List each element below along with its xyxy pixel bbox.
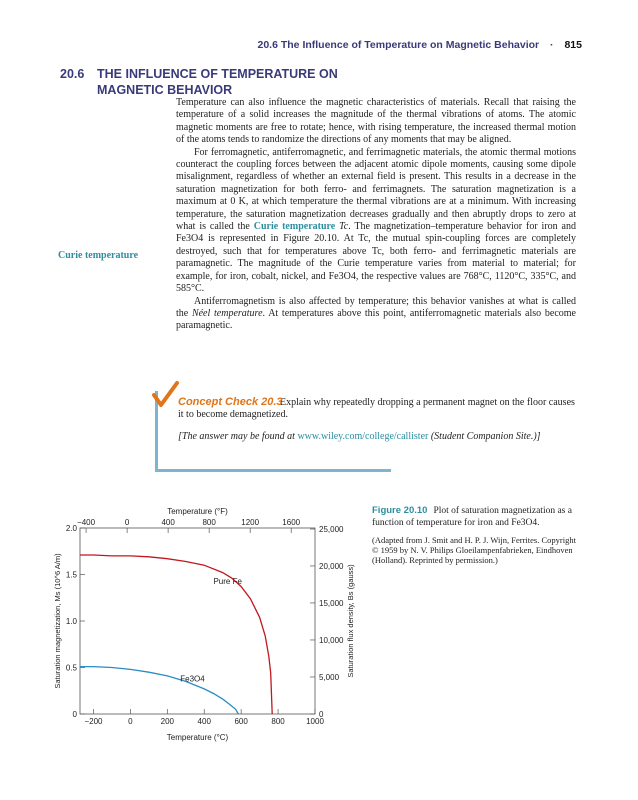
checkmark-icon [150, 381, 180, 409]
x-tick-label: 600 [234, 717, 248, 726]
curie-temperature-term: Curie temperature [253, 221, 336, 233]
section-heading [60, 66, 338, 98]
concept-check-box [150, 381, 580, 476]
section-number: 20.6 [60, 67, 85, 81]
x2-axis-title: Temperature (°F) [167, 507, 228, 516]
x-tick-label: 0 [128, 717, 133, 726]
y2-tick-label: 0 [319, 710, 324, 719]
answer-link[interactable]: www.wiley.com/college/callister [297, 431, 429, 442]
y-tick-label: 1.5 [65, 570, 77, 580]
y-tick-label: 1.0 [65, 617, 77, 626]
paragraph-2-part-a: For ferromagnetic, antiferromagnetic, and ferrimagnetic materials, the atomic thermal motions counteract the coupling forces between the adjacent atomic dipole moments, causing some dipole misalignment, regardless of whether an external field is present. This results in a decrease in the saturation magnetization for both ferro- and ferrimagnets. The saturation magnetization is a maximum at 0 K, at which temperature the thermal vibrations are at a minimum. With increasing temperature, the saturation magnetization decreases gradually and then abruptly drops to zero at what is called the [176, 146, 576, 233]
body-text [176, 97, 576, 333]
paragraph-2 [176, 147, 576, 296]
y2-tick-label: 10,000 [319, 635, 344, 645]
x2-tick-label: 1600 [282, 518, 301, 527]
paragraph-1: Temperature can also influence the magnetic characteristics of materials. Recall that raising the temperature of a solid increases the magnitude of the thermal vibrations of atoms. The atomic magnetic moments are free to rotate; hence, with rising temperature, the increased thermal motion of the atoms tends to randomize the directions of any moments that may be aligned. [176, 97, 576, 146]
concept-check-title: Concept Check 20.3 [178, 396, 283, 408]
paragraph-3-part-a: Antiferromagnetism is also affected by temperature; this behavior vanishes at what is called the [176, 295, 576, 319]
section-title-line1: THE INFLUENCE OF TEMPERATURE ON [97, 67, 338, 81]
y-axis-title: Saturation magnetization, Ms (10^6 A/m) [53, 553, 62, 689]
figure-credit: (Adapted from J. Smit and H. P. J. Wijn, Ferrites. Copyright © 1959 by N. V. Philips Gloeilampenfabrieken, Eindhoven (Holland). Reprinted by permission.) [372, 534, 576, 566]
answer-suffix: (Student Companion Site.)] [430, 431, 541, 442]
x2-tick-label: −400 [77, 518, 96, 527]
x-tick-label: −200 [84, 717, 103, 726]
paragraph-2-part-b: . The magnetization–temperature behavior for iron and Fe3O4 is represented in Figure 20.10. At Tc, the mutual spin-coupling forces are completely destroyed, such that for temperatures above Tc, both ferro- and ferrimagnetic materials are paramagnetic. The magnitude of the Curie temperature varies from material to material; for example, for iron, cobalt, nickel, and Fe3O4, the respective values are 768°C, 1120°C, 335°C, and 585°C. [176, 221, 576, 295]
y2-tick-label: 25,000 [319, 525, 344, 535]
y-tick-label: 0 [72, 710, 77, 719]
x2-tick-label: 1200 [241, 518, 260, 527]
x-axis-title: Temperature (°C) [166, 733, 229, 742]
paragraph-3 [176, 296, 576, 333]
y-tick-label: 2.0 [65, 524, 77, 533]
neel-temperature-term: Néel temperature [191, 307, 263, 319]
answer-prefix: [The answer may be found at [178, 431, 295, 442]
figure-label: Figure 20.10 [372, 505, 428, 516]
y2-tick-label: 5,000 [319, 672, 340, 682]
running-header-separator: · [550, 39, 554, 51]
curie-symbol: Tc [339, 221, 349, 233]
x-tick-label: 400 [197, 717, 211, 726]
section-title-line2: MAGNETIC BEHAVIOR [97, 83, 233, 97]
x-tick-label: 1000 [306, 717, 324, 726]
y2-axis-title: Saturation flux density, Bs (gauss) [346, 564, 355, 678]
x-tick-label: 800 [271, 717, 285, 726]
figure-caption [372, 505, 582, 566]
concept-check-question: Explain why repeatedly dropping a permanent magnet on the floor causes it to become demagnetized. [178, 397, 575, 421]
running-header-title: 20.6 The Influence of Temperature on Magnetic Behavior [257, 39, 540, 51]
running-header [258, 39, 583, 51]
y2-tick-label: 15,000 [319, 598, 344, 608]
page-number: 815 [564, 39, 582, 51]
figure-caption-text: Plot of saturation magnetization as a function of temperature for iron and Fe3O4. [372, 506, 572, 528]
series-line-fe3o4 [80, 667, 238, 714]
y2-tick-label: 20,000 [319, 561, 344, 571]
x2-tick-label: 800 [202, 518, 216, 527]
figure-20-10 [53, 500, 360, 755]
concept-check-answer [178, 431, 541, 442]
y-tick-label: 0.5 [65, 663, 77, 673]
x2-tick-label: 0 [124, 518, 130, 527]
series-line-pure-fe [80, 555, 272, 714]
x2-tick-label: 400 [161, 518, 175, 527]
paragraph-3-part-b: . At temperatures above this point, antiferromagnetic materials also become paramagnetic. [176, 307, 576, 332]
magnetization-chart [53, 500, 360, 750]
series-label-fe3o4: Fe3O4 [180, 674, 205, 684]
x-tick-label: 200 [160, 717, 174, 726]
series-label-pure-fe: Pure Fe [213, 576, 242, 586]
margin-glossary-term: Curie temperature [58, 250, 139, 261]
concept-check-rule-horizontal [155, 469, 391, 472]
